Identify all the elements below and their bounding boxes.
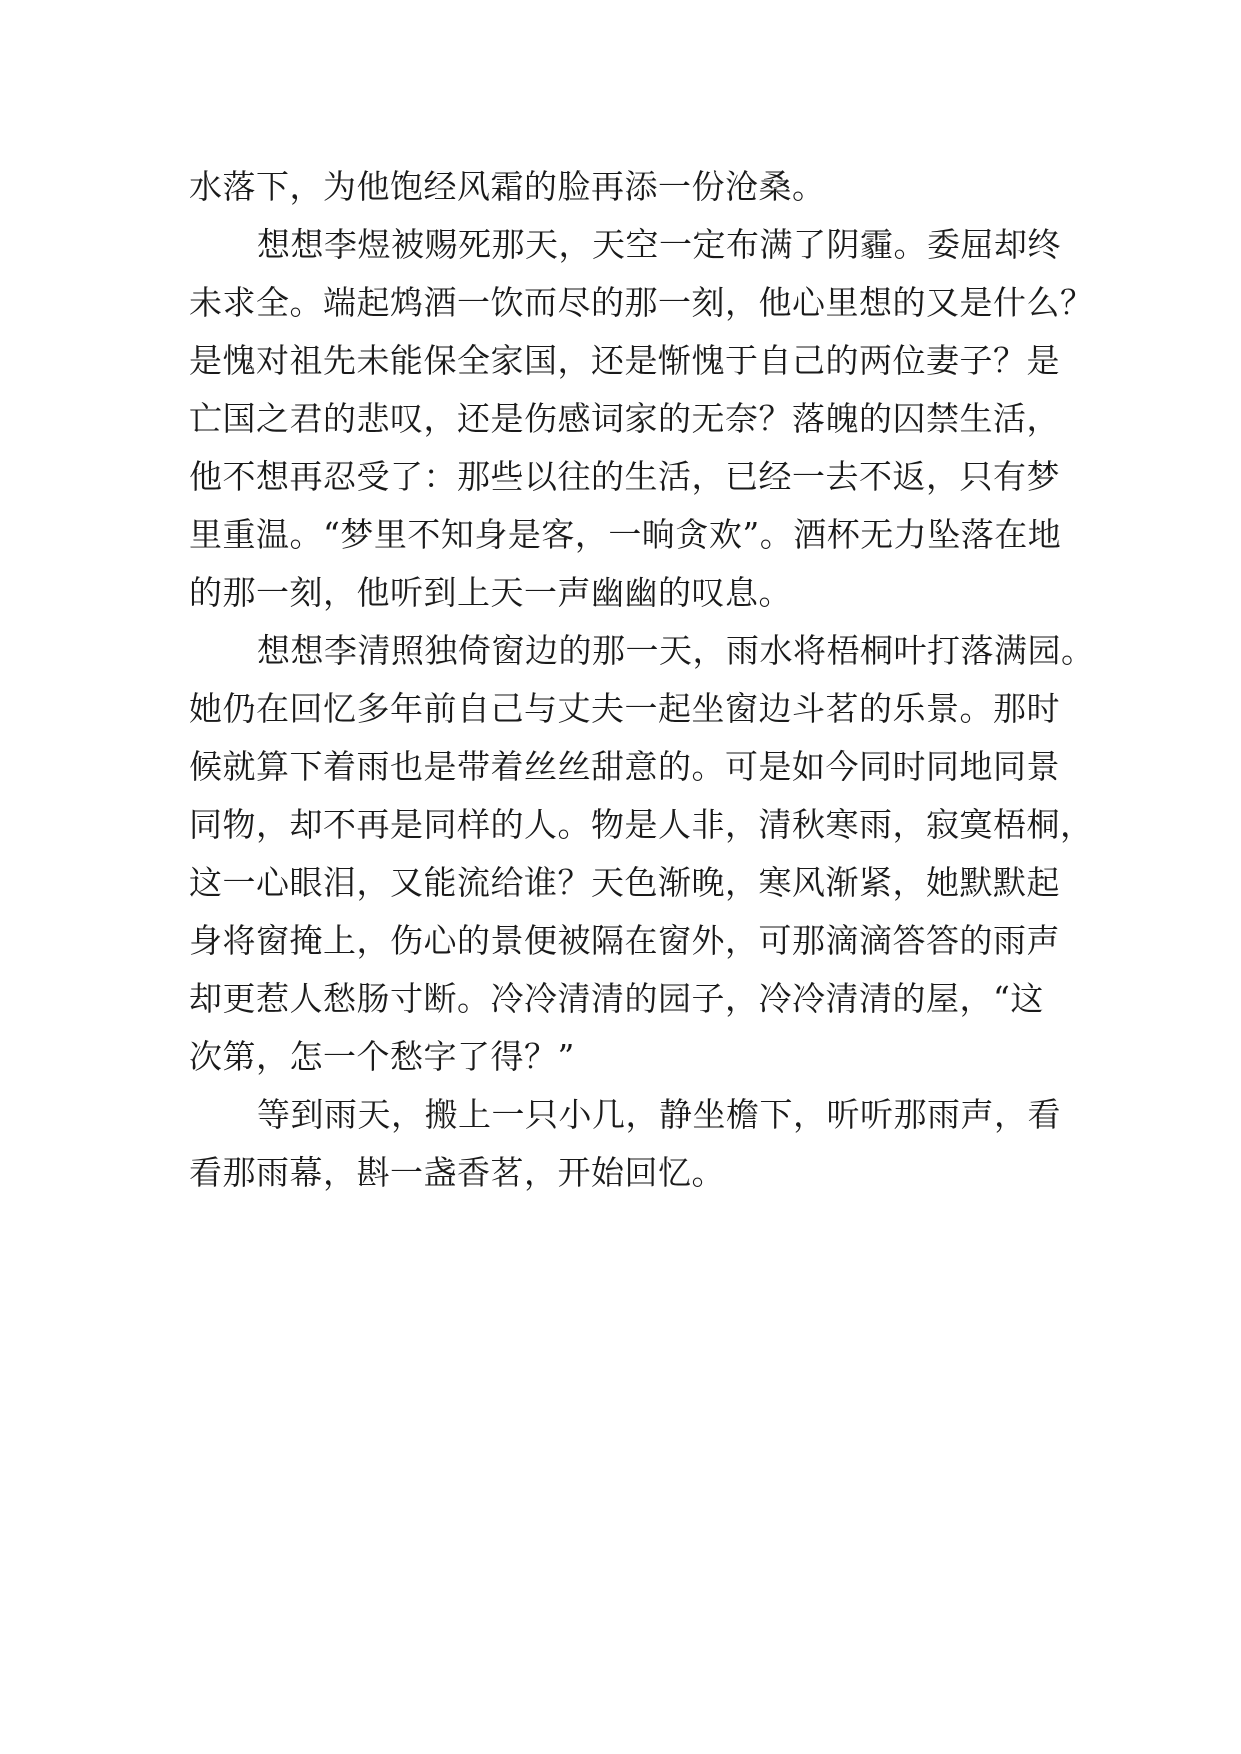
text-line: 候就算下着雨也是带着丝丝甜意的。可是如今同时同地同景 bbox=[189, 747, 1060, 786]
paragraph-start-line: 想想李煜被赐死那天，天空一定布满了阴霾。委屈却终 bbox=[257, 225, 1061, 264]
paragraph-start-line: 想想李清照独倚窗边的那一天，雨水将梧桐叶打落满园。 bbox=[257, 631, 1095, 670]
text-line: 里重温。“梦里不知身是客，一晌贪欢”。酒杯无力坠落在地 bbox=[189, 515, 1062, 554]
paragraph-start-line: 等到雨天，搬上一只小几，静坐檐下，听听那雨声，看 bbox=[257, 1095, 1061, 1134]
text-line: 却更惹人愁肠寸断。冷冷清清的园子，冷冷清清的屋，“这 bbox=[189, 979, 1044, 1018]
text-line: 的那一刻，他听到上天一声幽幽的叹息。 bbox=[189, 573, 792, 612]
text-line: 是愧对祖先未能保全家国，还是惭愧于自己的两位妻子？是 bbox=[189, 341, 1060, 380]
text-line: 未求全。端起鸩酒一饮而尽的那一刻，他心里想的又是什么？ bbox=[189, 283, 1094, 322]
text-line: 同物，却不再是同样的人。物是人非，清秋寒雨，寂寞梧桐， bbox=[189, 805, 1094, 844]
text-line: 身将窗掩上，伤心的景便被隔在窗外，可那滴滴答答的雨声 bbox=[189, 921, 1060, 960]
text-line: 他不想再忍受了：那些以往的生活，已经一去不返，只有梦 bbox=[189, 457, 1060, 496]
text-line: 亡国之君的悲叹，还是伤感词家的无奈？落魄的囚禁生活， bbox=[189, 399, 1060, 438]
text-line: 水落下，为他饱经风霜的脸再添一份沧桑。 bbox=[189, 167, 826, 206]
body-text bbox=[189, 158, 1095, 1202]
text-line: 次第，怎一个愁字了得？” bbox=[189, 1037, 575, 1076]
text-line: 看那雨幕，斟一盏香茗，开始回忆。 bbox=[189, 1153, 725, 1192]
text-line: 这一心眼泪，又能流给谁？天色渐晚，寒风渐紧，她默默起 bbox=[189, 863, 1060, 902]
text-line: 她仍在回忆多年前自己与丈夫一起坐窗边斗茗的乐景。那时 bbox=[189, 689, 1060, 728]
